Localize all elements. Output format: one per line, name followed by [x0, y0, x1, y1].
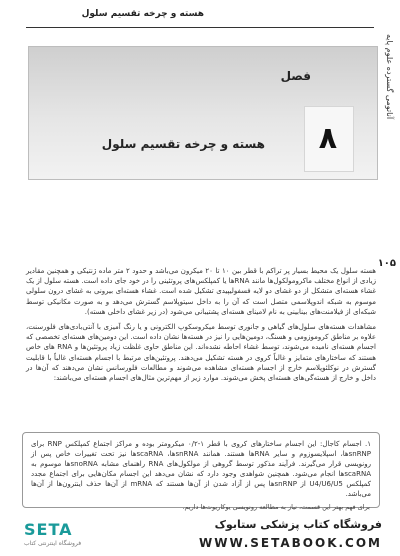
info-box-text: ۱. اجسام کاجال: این اجسام ساختارهای کروی با قطر ۱-۰/۲ میکرومتر بوده و مراکز اجتماع کمپلکس RNP برای snRNPها، اسپلایسوزوم و سایر RNAها هستند. همانند snRNAها، scaRNAها نیز تحت تغییرات خاص پس از رونویسی قرار می‌گیرند. فرآیند مذکور توسط گروهی از مولکول‌های RNA راهنمای مشابه snoRNA‌ها موسوم به scaRNAها انجام می‌شود. همچنین شواهدی وجود دارد که نشان می‌دهد این اجسام مکان‌هایی برای اجتماع مجدد کمپلکس U4/U6/U5 از snRNPها پس از آزاد شدن از آن‌ها هستند که mRNA از آن‌ها حذف اینترون‌ها از آن‌ها می‌باشد. — [31, 440, 372, 498]
chapter-banner — [28, 46, 378, 180]
seta-logo — [6, 518, 98, 550]
info-box — [22, 432, 380, 508]
side-tab-label: آناتومی گسترده علوم پایه — [385, 34, 394, 120]
chapter-label: فصل — [280, 69, 311, 83]
side-tab — [380, 30, 396, 130]
website-link[interactable]: WWW.SETABOOK.COM — [198, 536, 382, 550]
running-header-title: هسته و چرخه تقسیم سلول — [81, 9, 204, 19]
store-name: فروشگاه کتاب پزشکی ستابوک — [214, 518, 382, 531]
logo-wordmark: SETA — [24, 520, 73, 539]
chapter-number: ۸ — [318, 121, 337, 156]
body-paragraph: هسته سلول یک محیط بسیار پر تراکم با قطر بین ۱۰ تا ۲۰ میکرون می‌باشد و حدود ۲ متر ماده ژنتیکی و همچنین مقادیر زیادی از انواع مختلف ماکرومولکول‌ها مانند RNAها یا کمپلکس‌های پروتئینی را در خود جای داده است. هسته سلول از یک غشاء هسته‌ای متشکل از دو غشای دو لایه فسفولیپیدی تشکیل شده است. غشاء هسته‌ای بیرونی به غشای درون سلولی موسوم به شبکه اندوپلاسمی متصل است که آن را به داخل سیتوپلاسم گسترش می‌دهد و به صورت مکانیکی توسط شبکه‌ای از فیلامنت‌های بینابینی به نام لامینای هسته‌ای پشتیبانی می‌شود (در زیر غشای داخلی هسته). — [26, 267, 376, 316]
chapter-title: هسته و چرخه تقسیم سلول — [101, 137, 265, 151]
body-paragraph: مشاهدات هسته‌های سلول‌های گیاهی و جانوری توسط میکروسکوپ الکترونی و یا رنگ آمیزی با آنتی‌بادی‌های فلورسنت، علاوه بر مناطق کروموزومی و هسنگ، دومین‌هایی را نیز در هسته‌ها نشان داده است. این دومین‌های هسته‌ای تخصصی که اجسام هسته‌ای نامیده می‌شوند، توسط غشاء احاطه نشده‌اند. این مناطق حاوی غلظت زیاد پروتئین‌ها و RNA های خاص هستند که ساختارهای متمایز و غالباً کروی در هسته تشکیل می‌دهند. پروتئین‌های مرتبط با اجسام هسته‌ای غالباً با قابلیت گسترش در نوکلئوپلاسم خارج از اجسام هسته‌ای مشاهده می‌شوند و مطالعات فلورسانس نشان می‌دهند که آن‌ها در داخل و خارج از هسته‌گی‌های هسته‌ای پخش می‌شوند. موارد زیر از مهم‌ترین مثال‌های اجسام هسته‌ای می‌باشند: — [26, 323, 376, 383]
page-number: ۱۰۵ — [377, 258, 396, 269]
logo-tagline: فروشگاه اینترنتی کتاب — [24, 540, 82, 547]
footnote: برای فهم بهتر این قسمت، نیاز به مطالعه رونویسی یوکاریوت‌ها داریم. — [182, 503, 370, 511]
footer-banner — [0, 512, 400, 556]
header-rule — [26, 27, 374, 28]
running-header — [0, 8, 400, 26]
body-text — [26, 266, 376, 388]
